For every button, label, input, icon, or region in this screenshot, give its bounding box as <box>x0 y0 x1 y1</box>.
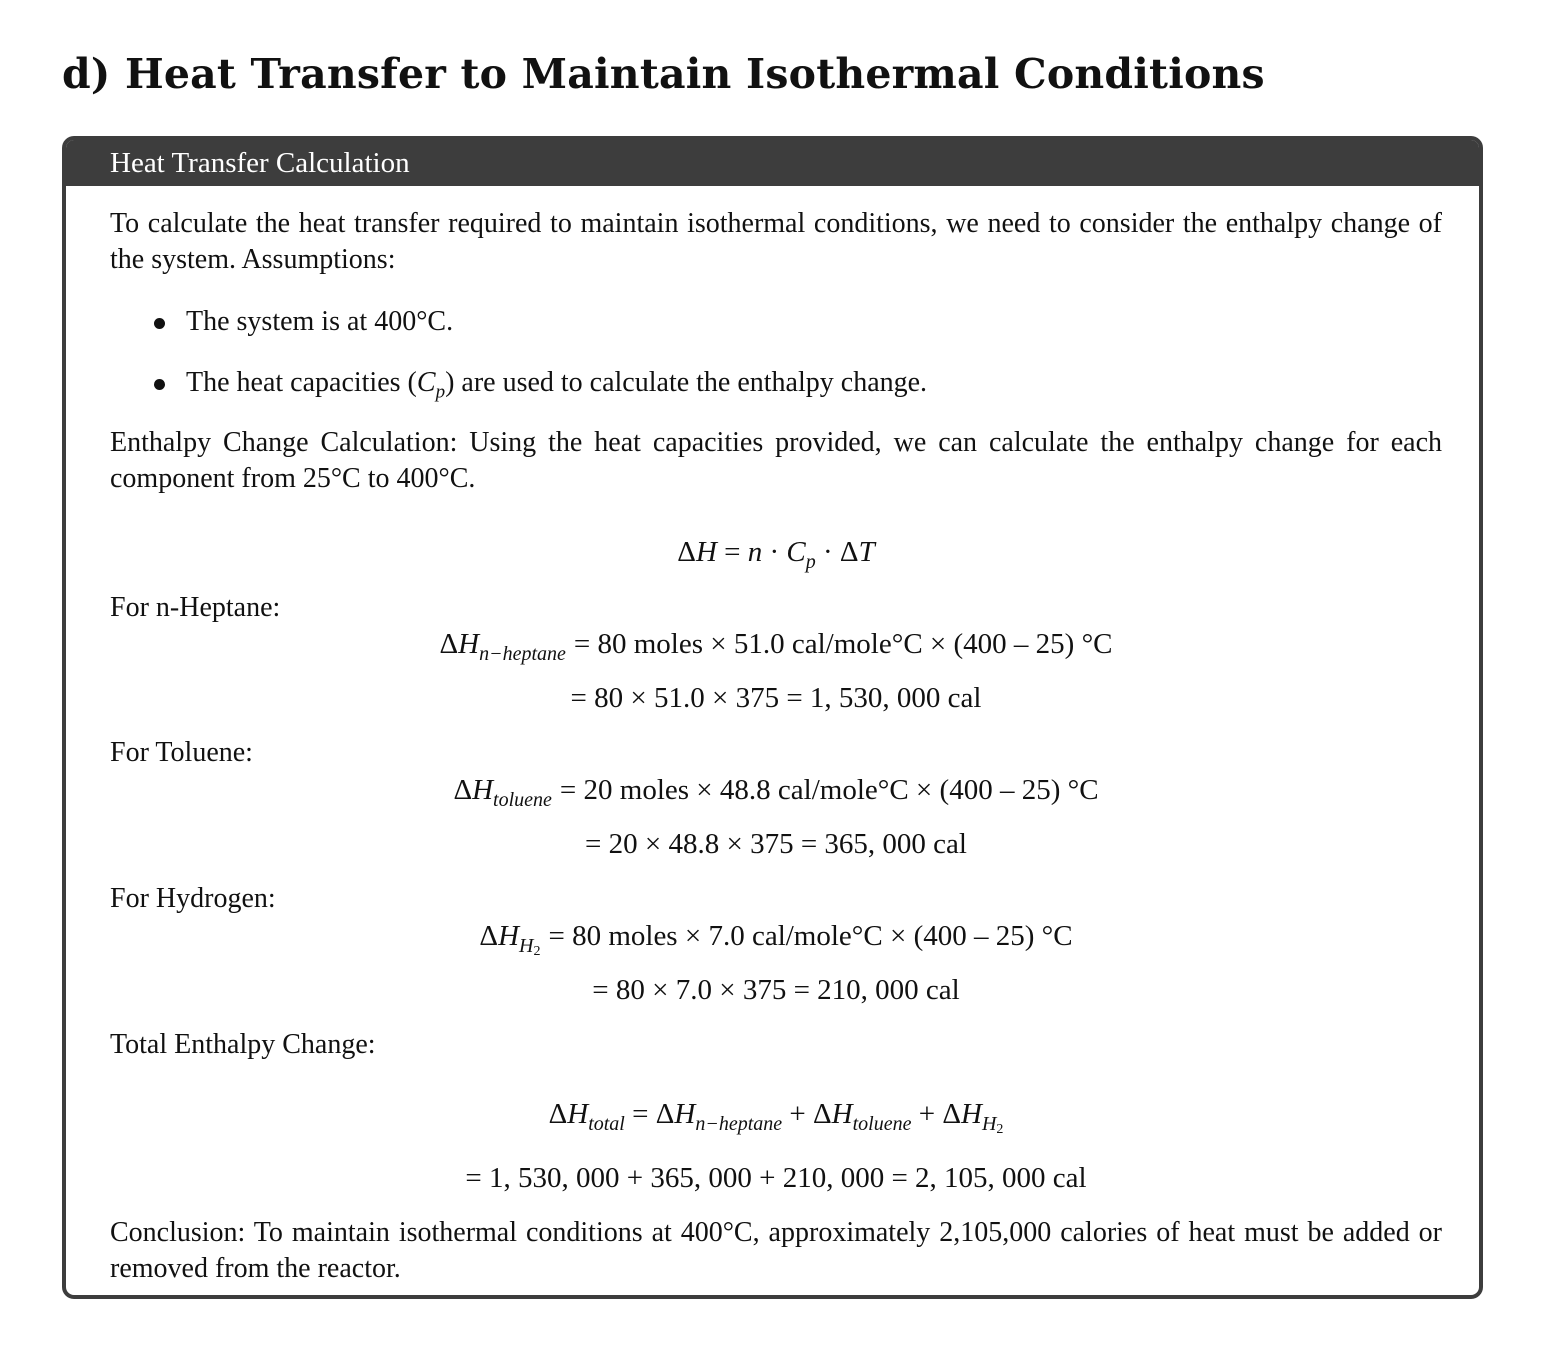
section-title: d) Heat Transfer to Maintain Isothermal Conditions <box>62 50 1265 98</box>
label-toluene: For Toluene: <box>110 737 253 768</box>
box-title: Heat Transfer Calculation <box>66 140 1479 186</box>
equation-heptane-2: = 80 × 51.0 × 375 = 1, 530, 000 cal <box>570 682 982 714</box>
bullet-text-1: The system is at 400°C. <box>186 306 454 337</box>
bullet-dot <box>154 318 165 329</box>
equation-hydrogen-1: $\Delta H_{H2} = 80$ moles × 7.0 cal/mole°C × (400 – 25) °C <box>479 920 1073 959</box>
total-subscript: total <box>588 1113 625 1135</box>
intro-paragraph: To calculate the heat transfer required to maintain isothermal conditions, we need to consider the enthalpy change of the system. Assumptions: <box>110 208 1442 275</box>
general-equation: $\Delta H = n \cdot C_p \cdot \Delta T$ <box>677 536 875 573</box>
equation-hydrogen-2: = 80 × 7.0 × 375 = 210, 000 cal <box>592 974 960 1006</box>
heptane-subscript: n−heptane <box>695 1113 783 1135</box>
conclusion-paragraph: Conclusion: To maintain isothermal conditions at 400°C, approximately 2,105,000 calories of heat must be added or removed from the reactor. <box>110 1217 1442 1284</box>
bullet-text-2-suffix: ) are used to calculate the enthalpy change. <box>445 367 928 398</box>
toluene-subscript: toluene <box>852 1113 912 1135</box>
label-total: Total Enthalpy Change: <box>110 1029 376 1060</box>
hydrogen-subscript: H <box>981 1113 997 1135</box>
cp-subscript: p <box>435 381 446 403</box>
equation-toluene-2: = 20 × 48.8 × 375 = 365, 000 cal <box>585 828 967 860</box>
toluene-subscript: toluene <box>493 789 552 811</box>
hydrogen-subscript: H <box>519 935 534 957</box>
toluene-line1-rhs: = 20 moles × 48.8 cal/mole°C × (400 – 25) °C <box>559 774 1099 806</box>
equation-heptane-1: $\Delta H_{n-heptane} = 80$ moles × 51.0 cal/mole°C × (400 – 25) °C <box>439 628 1113 665</box>
heat-transfer-box <box>62 136 1483 1299</box>
label-hydrogen: For Hydrogen: <box>110 883 276 914</box>
heptane-line1-rhs: = 80 moles × 51.0 cal/mole°C × (400 – 25) °C <box>573 628 1113 660</box>
equation-total-1: $\Delta H_{total} = \Delta H_{n-heptane} + \Delta H_{toluene} + \Delta H_{H2}$ <box>548 1098 1004 1137</box>
equation-toluene-1: $\Delta H_{toluene} = 20$ moles × 48.8 cal/mole°C × (400 – 25) °C <box>453 774 1099 811</box>
bullet-text-2-prefix: The heat capacities ( <box>186 367 417 398</box>
enthalpy-paragraph: Enthalpy Change Calculation: Using the heat capacities provided, we can calculate the enthalpy change for each component from 25°C to 400°C. <box>110 427 1442 494</box>
equation-total-2: = 1, 530, 000 + 365, 000 + 210, 000 = 2, 105, 000 cal <box>465 1162 1087 1194</box>
heptane-subscript: n−heptane <box>479 643 566 665</box>
hydrogen-line1-rhs: = 80 moles × 7.0 cal/mole°C × (400 – 25) °C <box>548 920 1073 952</box>
label-heptane: For n-Heptane: <box>110 592 281 623</box>
cp-subscript: p <box>805 551 816 573</box>
bullet-text-2: The heat capacities $(C_p)$ are used to calculate the enthalpy change. <box>186 367 928 403</box>
bullet-dot <box>154 379 165 390</box>
